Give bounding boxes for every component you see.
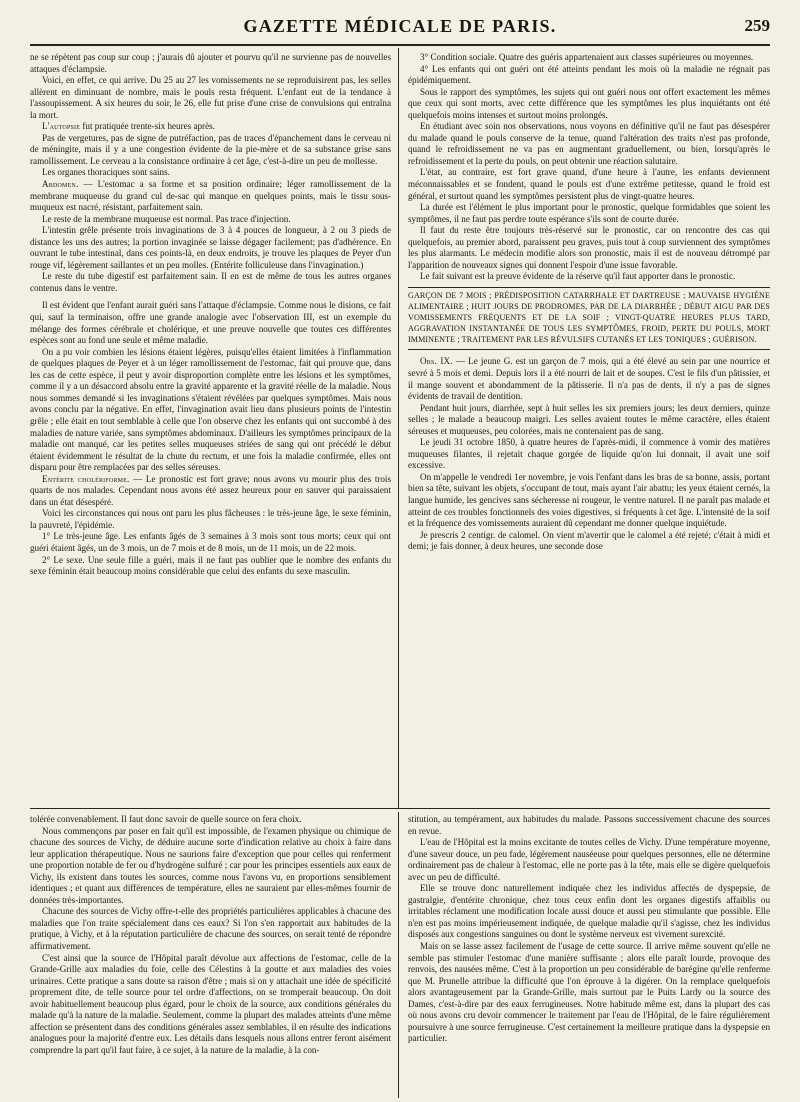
paragraph-text: On m'appelle le vendredi 1er novembre, je vois l'enfant dans les bras de sa bonne, assis, portant bien sa tête, suivant les objets, s'occupant de tout, mais ayant l'air abattu; les yeux étaient cernés, la langue humide, les gencives sans sécheresse ni rougeur, le ventre naturel. Il ne paraît pas malade et atteint de ces troubles fonctionnels des voies digestives, si fréquents à cet âge. L'intensité de la soif et la fréquence des vomissements auraient dû cependant me donner quelque inquiétude. [408,471,770,529]
paragraph [30,214,391,226]
paragraph [408,121,770,167]
column-top-right [408,52,770,807]
paragraph [30,814,391,826]
paragraph-text: 4° Les enfants qui ont guéri ont été atteints pendant les mois où la maladie ne régnait pas épidémiquement. [408,63,770,86]
paragraph-text: 1° Le très-jeune âge. Les enfants âgés de 3 semaines à 3 mois sont tous morts; ceux qui ont guéri étaient âgés, un de 3 mois, un de 7 mois et de 8 mois, un de 11 mois, un de 22 mois. [30,531,391,553]
paragraph [408,87,770,122]
paragraph [30,52,391,75]
observation-heading-rule [408,349,770,350]
paragraph [30,906,391,952]
paragraph [408,837,770,883]
paragraph-text: Le fait suivant est la preuve évidente de la réserve qu'il faut apporter dans le pronostic. [420,271,736,282]
paragraph-text: — Le pronostic est fort grave; nous avons vu mourir plus des trois quarts de nos malades. Cependant nous avons été assez heureux pour en sauver qui paraissaient dans un état désespéré. [30,473,391,507]
paragraph [30,179,391,214]
paragraph [30,474,391,509]
paragraph [30,121,391,133]
paragraph-text: L'état, au contraire, est fort grave quand, d'une heure à l'autre, les enfants deviennent méconnaissables et se fondent, quand le pouls est d'une extrême petitesse, quand le froid est général, et surtout quand les symptômes persistent plus de vingt-quatre heures. [408,167,770,201]
paragraph-text: Chacune des sources de Vichy offre-t-elle des propriétés particulières applicables à chacune des maladies que l'on traite spécialement dans ces eaux? Si l'on s'en rapportait aux habitudes de la pratique, à Vichy, et à la réputation particulière de chacune des sources, on serait tenté de répondre affirmativement. [30,906,391,952]
header-rule [30,45,770,46]
paragraph [408,225,770,271]
paragraph [30,271,391,294]
section-lead: Abdomen. [42,179,79,190]
observation-heading-rule [408,287,770,288]
paragraph [30,300,391,346]
paragraph-text: L'intestin grêle présente trois invaginations de 3 à 4 pouces de longueur, à 2 ou 3 pieds de distance les uns des autres; la portion invaginée se laisse dégager facilement; pas d'adhérence. En ouvrant le tube intestinal, dans ces points-là, en deux endroits, je trouve les plaques de Peyer d'un rouge vif, légèrement saillantes et un peu molles. (Entérite folliculeuse dans l'invagination.) [30,225,391,270]
column-bottom-right [408,814,770,1096]
column-divider-bottom [398,812,399,1098]
paragraph-text: L'eau de l'Hôpital est la moins excitante de toutes celles de Vichy. D'une température moyenne, d'une saveur douce, un peu fade, légèrement nauséeuse pour quelques personnes, elle ne détermine ordinairement pas de chaleur à l'estomac, elle ne porte pas à la tête, mais elle se digère quelquefois avec un peu de difficulté. [408,837,770,882]
paragraph-text: Pendant huit jours, diarrhée, sept à huit selles les six premiers jours; les deux derniers, quinze selles ; le malade a beaucoup maigri. Les selles avaient toutes le même caractère, elles étaient séreuses et muqueuses, peu colorées, mais ne contenaient pas de sang. [408,402,770,436]
section-lead: Entérite cholériforme. [42,473,130,484]
paragraph-text: Les organes thoraciques sont sains. [42,167,170,178]
paragraph-text: fut pratiquée trente-six heures après. [80,121,215,132]
paragraph-text: Le jeudi 31 octobre 1850, à quatre heures de l'après-midi, il commence à vomir des matières muqueuses filantes, il rejetait chaque gorgée de liquide qu'on lui donnait, il avait une soif excessive. [408,437,770,471]
paragraph [30,75,391,121]
paragraph-text: Voici, en effet, ce qui arrive. Du 25 au 27 les vomissements ne se reproduisirent pas, les selles allèrent en diminuant de nombre, mais le pouls resta fréquent. L'enfant eut de la tendance à l'assoupissement. A six heures du soir, le 26, elle fut prise d'une crise de convulsions qui entraîna la mort. [30,75,391,120]
paragraph [408,167,770,202]
paragraph-text: stitution, au tempérament, aux habitudes du malade. Passons successivement chacune des sources en revue. [408,814,770,836]
paragraph [30,555,391,578]
section-lead: Obs. IX. [420,356,453,367]
paragraph-text: Le reste du tube digestif est parfaitement sain. Il en est de même de tous les autres organes contenus dans le ventre. [30,271,391,293]
paragraph [30,347,391,474]
paragraph [408,271,770,283]
paragraph-text: C'est ainsi que la source de l'Hôpital paraît dévolue aux affections de l'estomac, celle de la Grande-Grille aux maladies du foie, celle des Célestins à la goutte et aux maladies des voies urinaires. Cette pratique a sans doute sa raison d'être ; mais si on y attachait une idée de spécificité proprement dite, de telle source pour tel ordre d'affections, on se tromperait beaucoup. On doit avoir habituellement beaucoup plus égard, pour le choix de la source, aux conditions générales du malade qu'à la nature de la maladie. Seulement, comme la plupart des malades atteints d'une même affection se présentent dans des conditions générales assez semblables, il en résulte des indications analogues pour la majorité d'entre eux. Les détails dans lesquels nous allons entrer feront aisément comprendre la part qu'il faut faire, à ce sujet, à la nature de la maladie, à la con- [30,952,391,1055]
observation-heading-text: GARÇON DE 7 MOIS ; PRÉDISPOSITION CATARRHALE ET DARTREUSE ; MAUVAISE HYGIÈNE ALIMENTAIRE ; HUIT JOURS DE PRODROMES, PAR DE LA DIARRHÉE ; DÉBUT AIGU PAR DES VOMISSEMENTS FRÉQUENTS ET DE LA SOIF ; VINGT-QUATRE HEURES PLUS TARD, AGGRAVATION INSTANTANÉE DE TOUS LES SYMPTÔMES, FROID, PERTE DU POULS, MORT IMMINENTE ; TRAITEMENT PAR LES RÉVULSIFS CUTANÉS ET LES TONIQUES ; GUÉRISON. [408,290,770,344]
paragraph-text: 3° Condition sociale. Quatre des guéris appartenaient aux classes supérieures ou moyennes. [420,52,754,62]
paragraph-text: tolérée convenablement. Il faut donc savoir de quelle source on fera choix. [30,814,302,824]
paragraph [30,953,391,1057]
paragraph [408,941,770,1045]
observation-heading [408,291,770,346]
section-divider [30,808,770,809]
column-bottom-left [30,814,391,1096]
paragraph-text: Sous le rapport des symptômes, les sujets qui ont guéri nous ont offert exactement les mêmes que ceux qui sont morts, avec cette différence que les symptômes les plus inquiétants ont été quelquefois moins intenses et surtout moins prolongés. [408,86,770,120]
paragraph [408,472,770,530]
paragraph [408,814,770,837]
paragraph-text: Voici les circonstances qui nous ont paru les plus fâcheuses : le très-jeune âge, le sexe féminin, la pauvreté, l'épidémie. [30,508,391,530]
paragraph [408,883,770,941]
paragraph [408,202,770,225]
paragraph-text: Le reste de la membrane muqueuse est normal. Pas trace d'injection. [42,213,291,224]
paragraph [408,52,770,64]
paragraph [408,403,770,438]
paragraph [30,167,391,179]
column-top-left [30,52,391,807]
section-lead: L'autopsie [42,121,81,132]
paragraph-text: Il est évident que l'enfant aurait guéri sans l'attaque d'éclampsie. Comme nous le disions, ce fait qui, sauf la terminaison, offre une grande analogie avec l'observation III, est un exemple du mélange des formes cérébrale et cholérique, et une preuve nouvelle que toutes ces différentes espèces sont au fond une seule et même maladie. [30,300,391,346]
paragraph-text: 2° Le sexe. Une seule fille a guéri, mais il ne faut pas oublier que le nombre des enfants du sexe féminin était beaucoup moins considérable que celui des enfants du sexe masculin. [30,554,391,577]
paragraph-text: Je prescris 2 centigr. de calomel. On vient m'avertir que le calomel a été rejeté; c'était à midi et demi; je fais donner, à deux heures, une seconde dose [408,529,770,552]
paragraph [408,437,770,472]
page-header [30,14,770,45]
paragraph-text: Pas de vergetures, pas de signe de putréfaction, pas de traces d'épanchement dans le cerveau ni de méningite, mais il y a une congestion évidente de la pie-mère et de sa substance grise sans ramollissement. Le cerveau a la consistance ordinaire à cet âge, c'est-à-dire un peu de mollesse. [30,132,391,166]
paragraph [408,64,770,87]
paragraph [30,508,391,531]
paragraph-text: On a pu voir combien les lésions étaient légères, puisqu'elles étaient limitées à l'inflammation de quelques plaques de Peyer et à un léger ramollissement de l'estomac, fait qui prouve que, dans les cas de cette espèce, il peut y avoir disproportion complète entre les lésions et les symptômes, comme il y a un désaccord absolu entre la gravité apparente et la gravité réelle de la maladie. Nous nous sommes demandé si les invaginations s'étaient révélées par quelques symptômes. Mais nous avons conclu par la négative. En effet, l'invagination avait lieu dans plusieurs points de l'intestin grêle ; elle était en tout semblable à celle que l'on observe chez les enfants qui ont succombé à des maladies de nature variée, sans symptômes abdominaux. D'ailleurs les symptômes principaux de la maladie ont manqué, car les petites selles muqueuses striées de sang qui ont précédé le début étaient évidemment le résultat de la chute du rectum, et une fois la maladie confirmée, elles ont disparu pour être remplacées par des selles séreuses. [30,346,391,473]
paragraph-text: En étudiant avec soin nos observations, nous voyons en définitive qu'il ne faut pas désespérer du malade quand le pouls conserve de la tenue, quand l'altération des traits n'est pas profonde, quand le refroidissement ne va pas en augmentant graduellement, ou bien, lorsqu'après le refroidissement et la perte du pouls, on peut obtenir une réaction salutaire. [408,121,770,166]
column-divider-top [398,48,399,808]
paragraph-text: Elle se trouve donc naturellement indiquée chez les individus affectés de dyspepsie, de gastralgie, d'entérite chronique, chez tous ceux enfin dont les organes digestifs affaiblis ou irritables réclament une modification locale aussi douce et aussi peu stimulante que possible. Elle n'en est pas moins impérieusement indiquée, de quelque maladie qu'il s'agisse, chez les individus disposés aux congestions sanguines ou dont le système nerveux est vivement surexcité. [408,883,770,940]
paragraph [30,826,391,907]
paragraph-text: ne se répètent pas coup sur coup ; j'aurais dû ajouter et pourvu qu'il ne survienne pas de nouvelles attaques d'éclampsie. [30,52,391,74]
paragraph-text: Il faut du reste être toujours très-réservé sur le pronostic, car on rencontre des cas qui quelquefois, au premier abord, paraissent peu graves, puis tout à coup surviennent des symptômes les plus alarmants. Le médecin modifie alors son pronostic, mais il est de nouveau détrompé par l'apparition de nouveaux signes qui donnent l'espoir d'une issue favorable. [408,225,770,270]
paragraph [408,356,770,402]
paragraph-text: — Le jeune G. est un garçon de 7 mois, qui a été élevé au sein par une nourrice et sevré à 5 mois et demi. Depuis lors il a été nourri de lait et de soupes. C'est le fils d'un pâtissier, et il mange souvent et abondamment de la pâtisserie. Il n'a pas de dents, il n'y a pas de signes évidents de travail de dentition. [408,356,770,402]
paragraph [408,530,770,553]
paragraph [30,225,391,271]
paragraph-text: Nous commençons par poser en fait qu'il est impossible, de l'examen physique ou chimique de chacune des sources de Vichy, de déduire aucune sorte d'indication relative au choix à faire dans leur application thérapeutique. Nous ne saurions faire d'exception que pour celles qui renferment une proportion notable de fer ou d'hydrogène sulfuré ; car pour les principes essentiels aux eaux de Vichy, ils existent dans toutes les sources, comme nous l'avons vu, en proportions sensiblement identiques ; et quant aux différences de température, elles ne sauraient par elles-mêmes fournir de données très-importantes. [30,825,391,905]
paragraph-text: — L'estomac a sa forme et sa position ordinaire; léger ramollissement de la membrane muqueuse du grand cul de-sac qui manque en quelques points, mais le tissu sous-muqueux est nacré, résistant, parfaitement sain. [30,179,391,213]
paragraph [30,531,391,554]
journal-title: GAZETTE MÉDICALE DE PARIS. [243,16,557,36]
page-number: 259 [744,16,770,35]
paragraph-text: Mais on se lasse assez facilement de l'usage de cette source. Il arrive même souvent qu'elle ne semble pas stimuler l'estomac d'une manière suffisante ; alors elle paraît lourde, provoque des renvois, des nausées même. C'est à la proportion un peu considérable de barégine qu'elle renferme que M. Prunelle attribue la difficulté que l'on éprouve à la digérer. On la remplace quelquefois alors avantageusement par la Grande-Grille, mais surtout par le Puits Lardy ou la source des Dames, c'est-à-dire par des eaux ferrugineuses. Notre habitude même est, dans la plupart des cas où nous avons cru devoir commencer le traitement par l'eau de l'Hôpital, de le faire régulièrement poursuivre à une source ferrugineuse. C'est certainement la meilleure pratique dans la dyspepsie en particulier. [408,941,770,1044]
paragraph-text: La durée est l'élément le plus important pour le pronostic, quelque formidables que soient les symptômes, il ne faut pas perdre toute espérance s'ils sont de courte durée. [408,202,770,224]
paragraph [30,133,391,168]
